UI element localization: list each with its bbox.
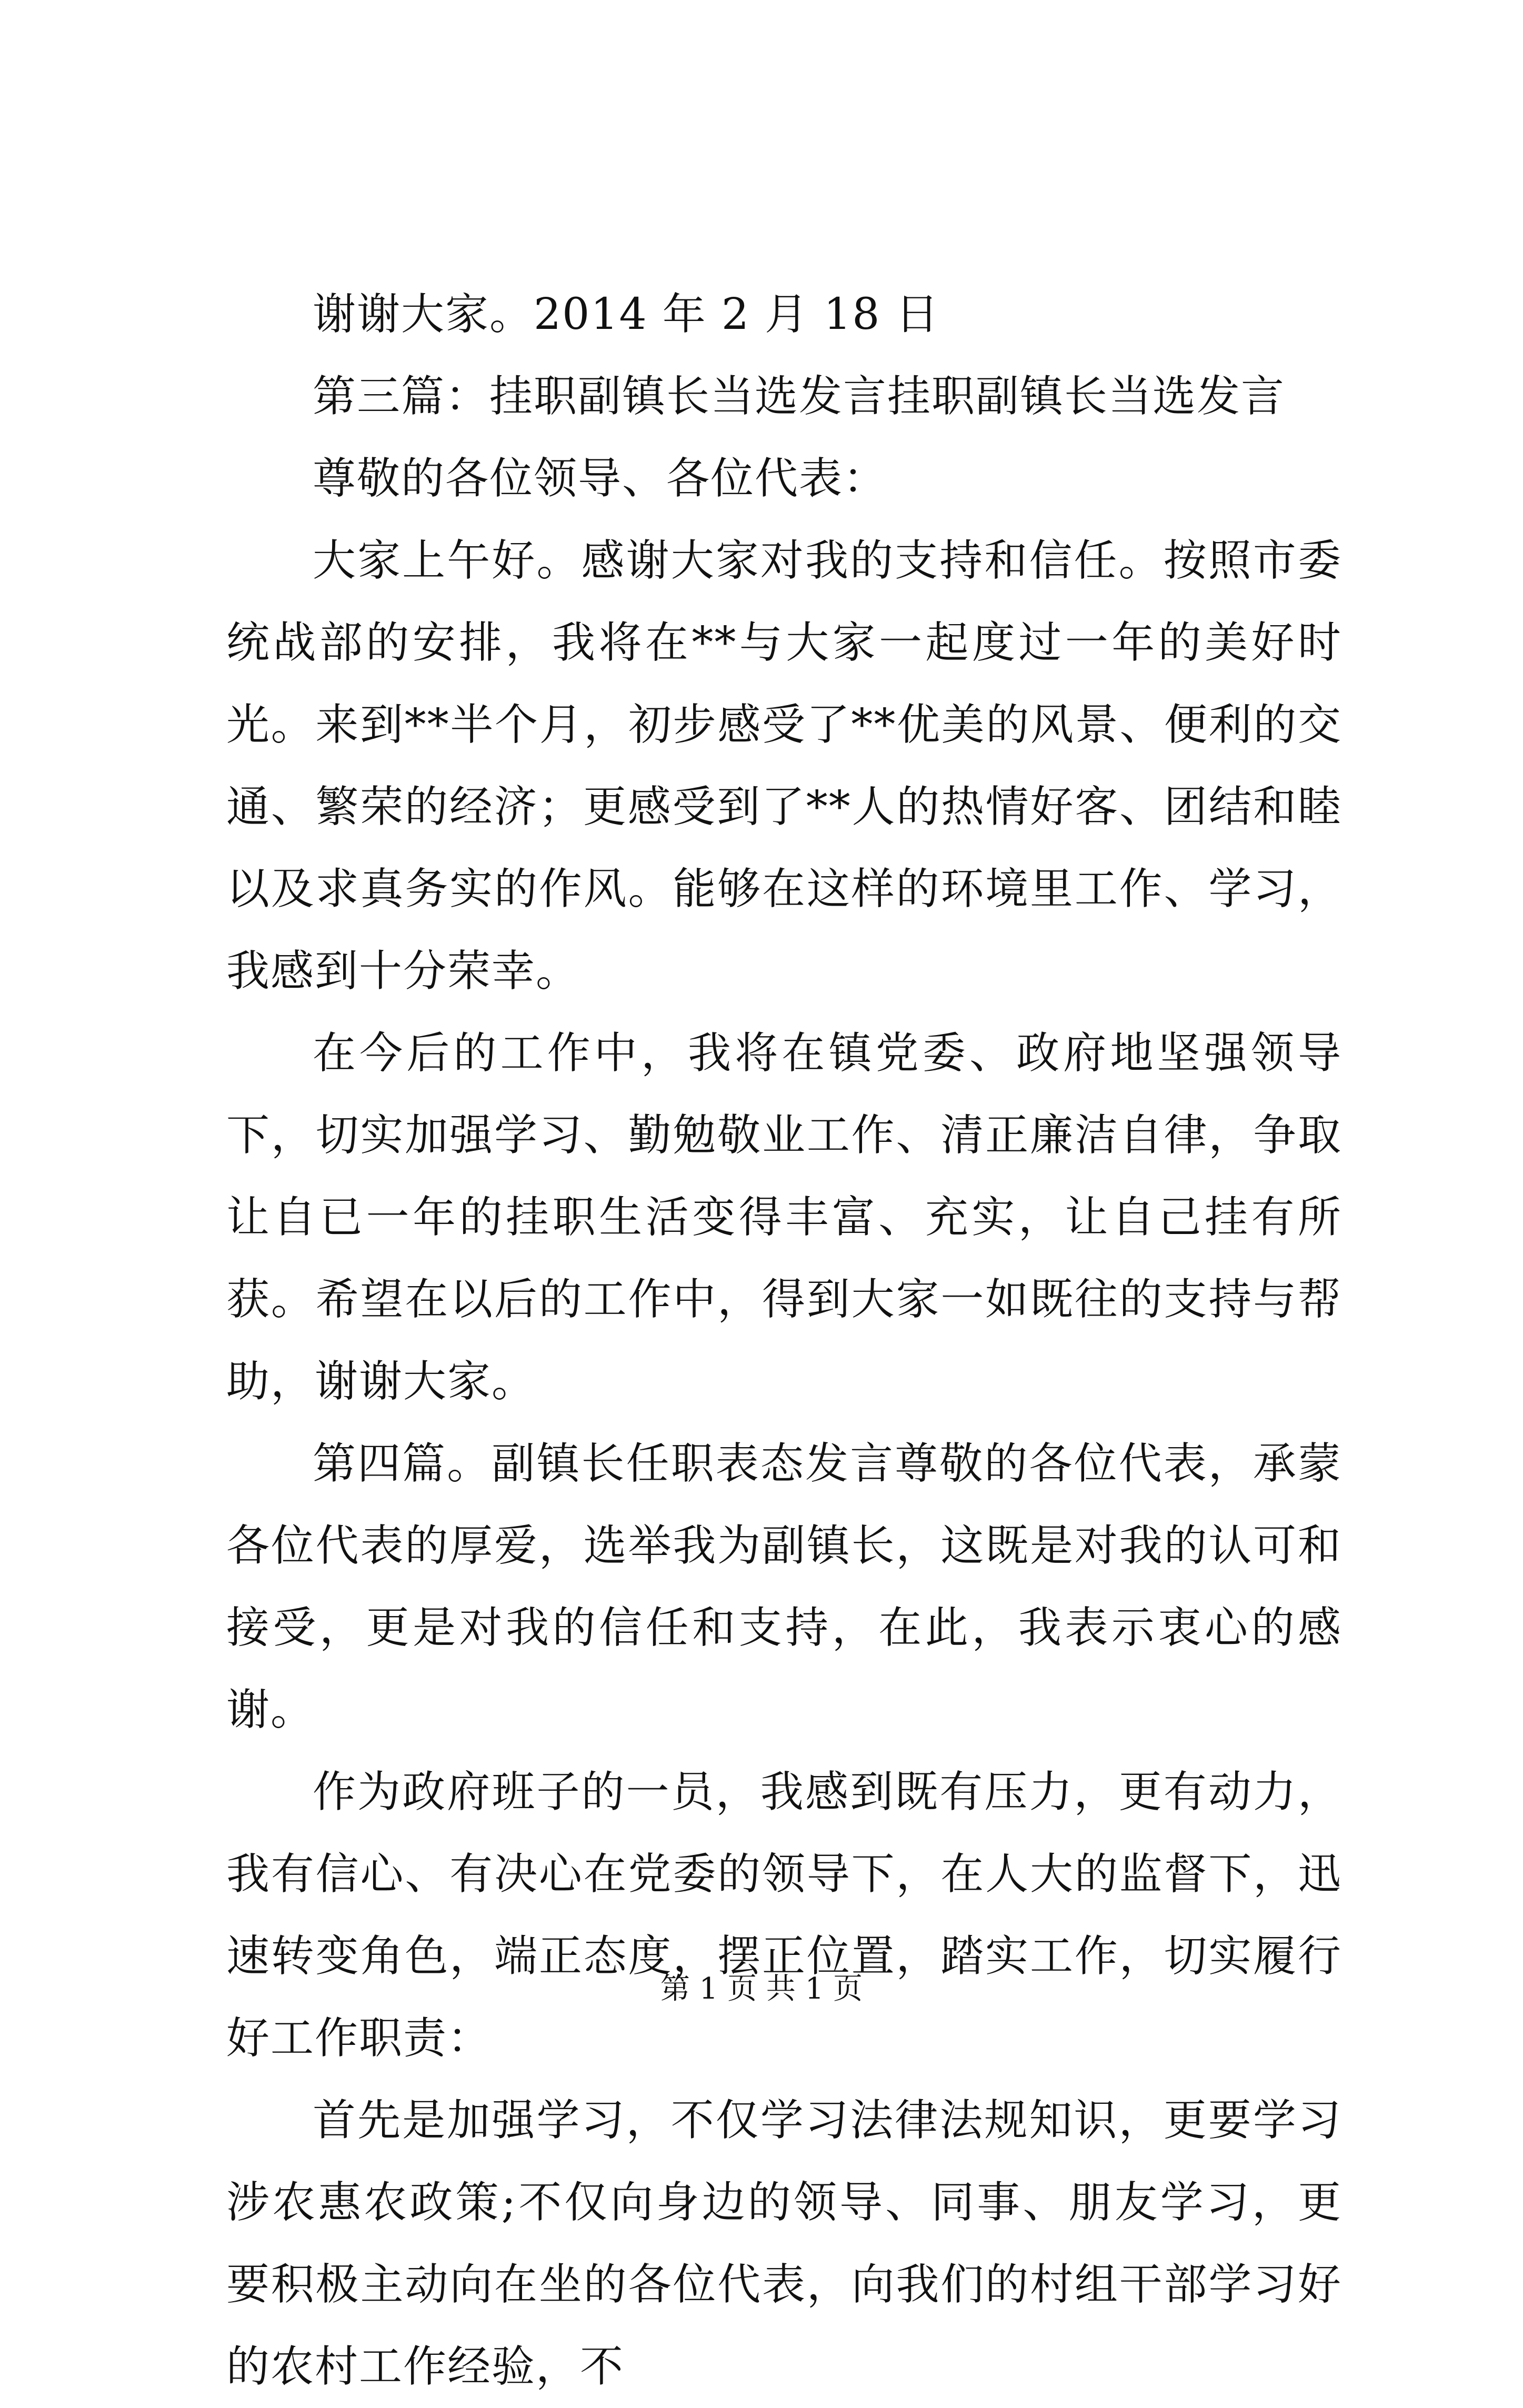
page-footer: 第 1 页 共 1 页	[660, 1972, 863, 2006]
paragraph-role-statement: 作为政府班子的一员，我感到既有压力，更有动力，我有信心、有决心在党委的领导下，在人大的监督下，迅速转变角色，端正态度，摆正位置，踏实工作，切实履行好工作职责：	[226, 1767, 1342, 2063]
paragraph-commitment: 在今后的工作中，我将在镇党委、政府地坚强领导下，切实加强学习、勤勉敬业工作、清正廉洁自律，争取让自已一年的挂职生活变得丰富、充实，让自己挂有所获。希望在以后的工作中，得到大家一如既往的支持与帮助，谢谢大家。	[226, 1028, 1342, 1407]
paragraph-section-four: 第四篇。副镇长任职表态发言尊敬的各位代表，承蒙各位代表的厚爱，选举我为副镇长，这既是对我的认可和接受，更是对我的信任和支持，在此，我表示衷心的感谢。	[226, 1439, 1342, 1735]
paragraph-section-three-title: 第三篇：挂职副镇长当选发言挂职副镇长当选发言	[313, 372, 1286, 422]
paragraph-salutation: 尊敬的各位领导、各位代表：	[313, 454, 888, 504]
document-body	[226, 274, 1342, 2408]
paragraph-closing-thanks: 谢谢大家。2014 年 2 月 18 日	[313, 289, 940, 339]
paragraph-study-plan: 首先是加强学习，不仅学习法律法规知识，更要学习涉农惠农政策;不仅向身边的领导、同事、朋友学习，更要积极主动向在坐的各位代表，向我们的村组干部学习好的农村工作经验，不	[226, 2095, 1342, 2392]
paragraph-greeting: 大家上午好。感谢大家对我的支持和信任。按照市委统战部的安排，我将在**与大家一起度过一年的美好时光。来到**半个月，初步感受了**优美的风景、便利的交通、繁荣的经济；更感受到了**人的热情好客、团结和睦以及求真务实的作风。能够在这样的环境里工作、学习，我感到十分荣幸。	[226, 536, 1342, 996]
